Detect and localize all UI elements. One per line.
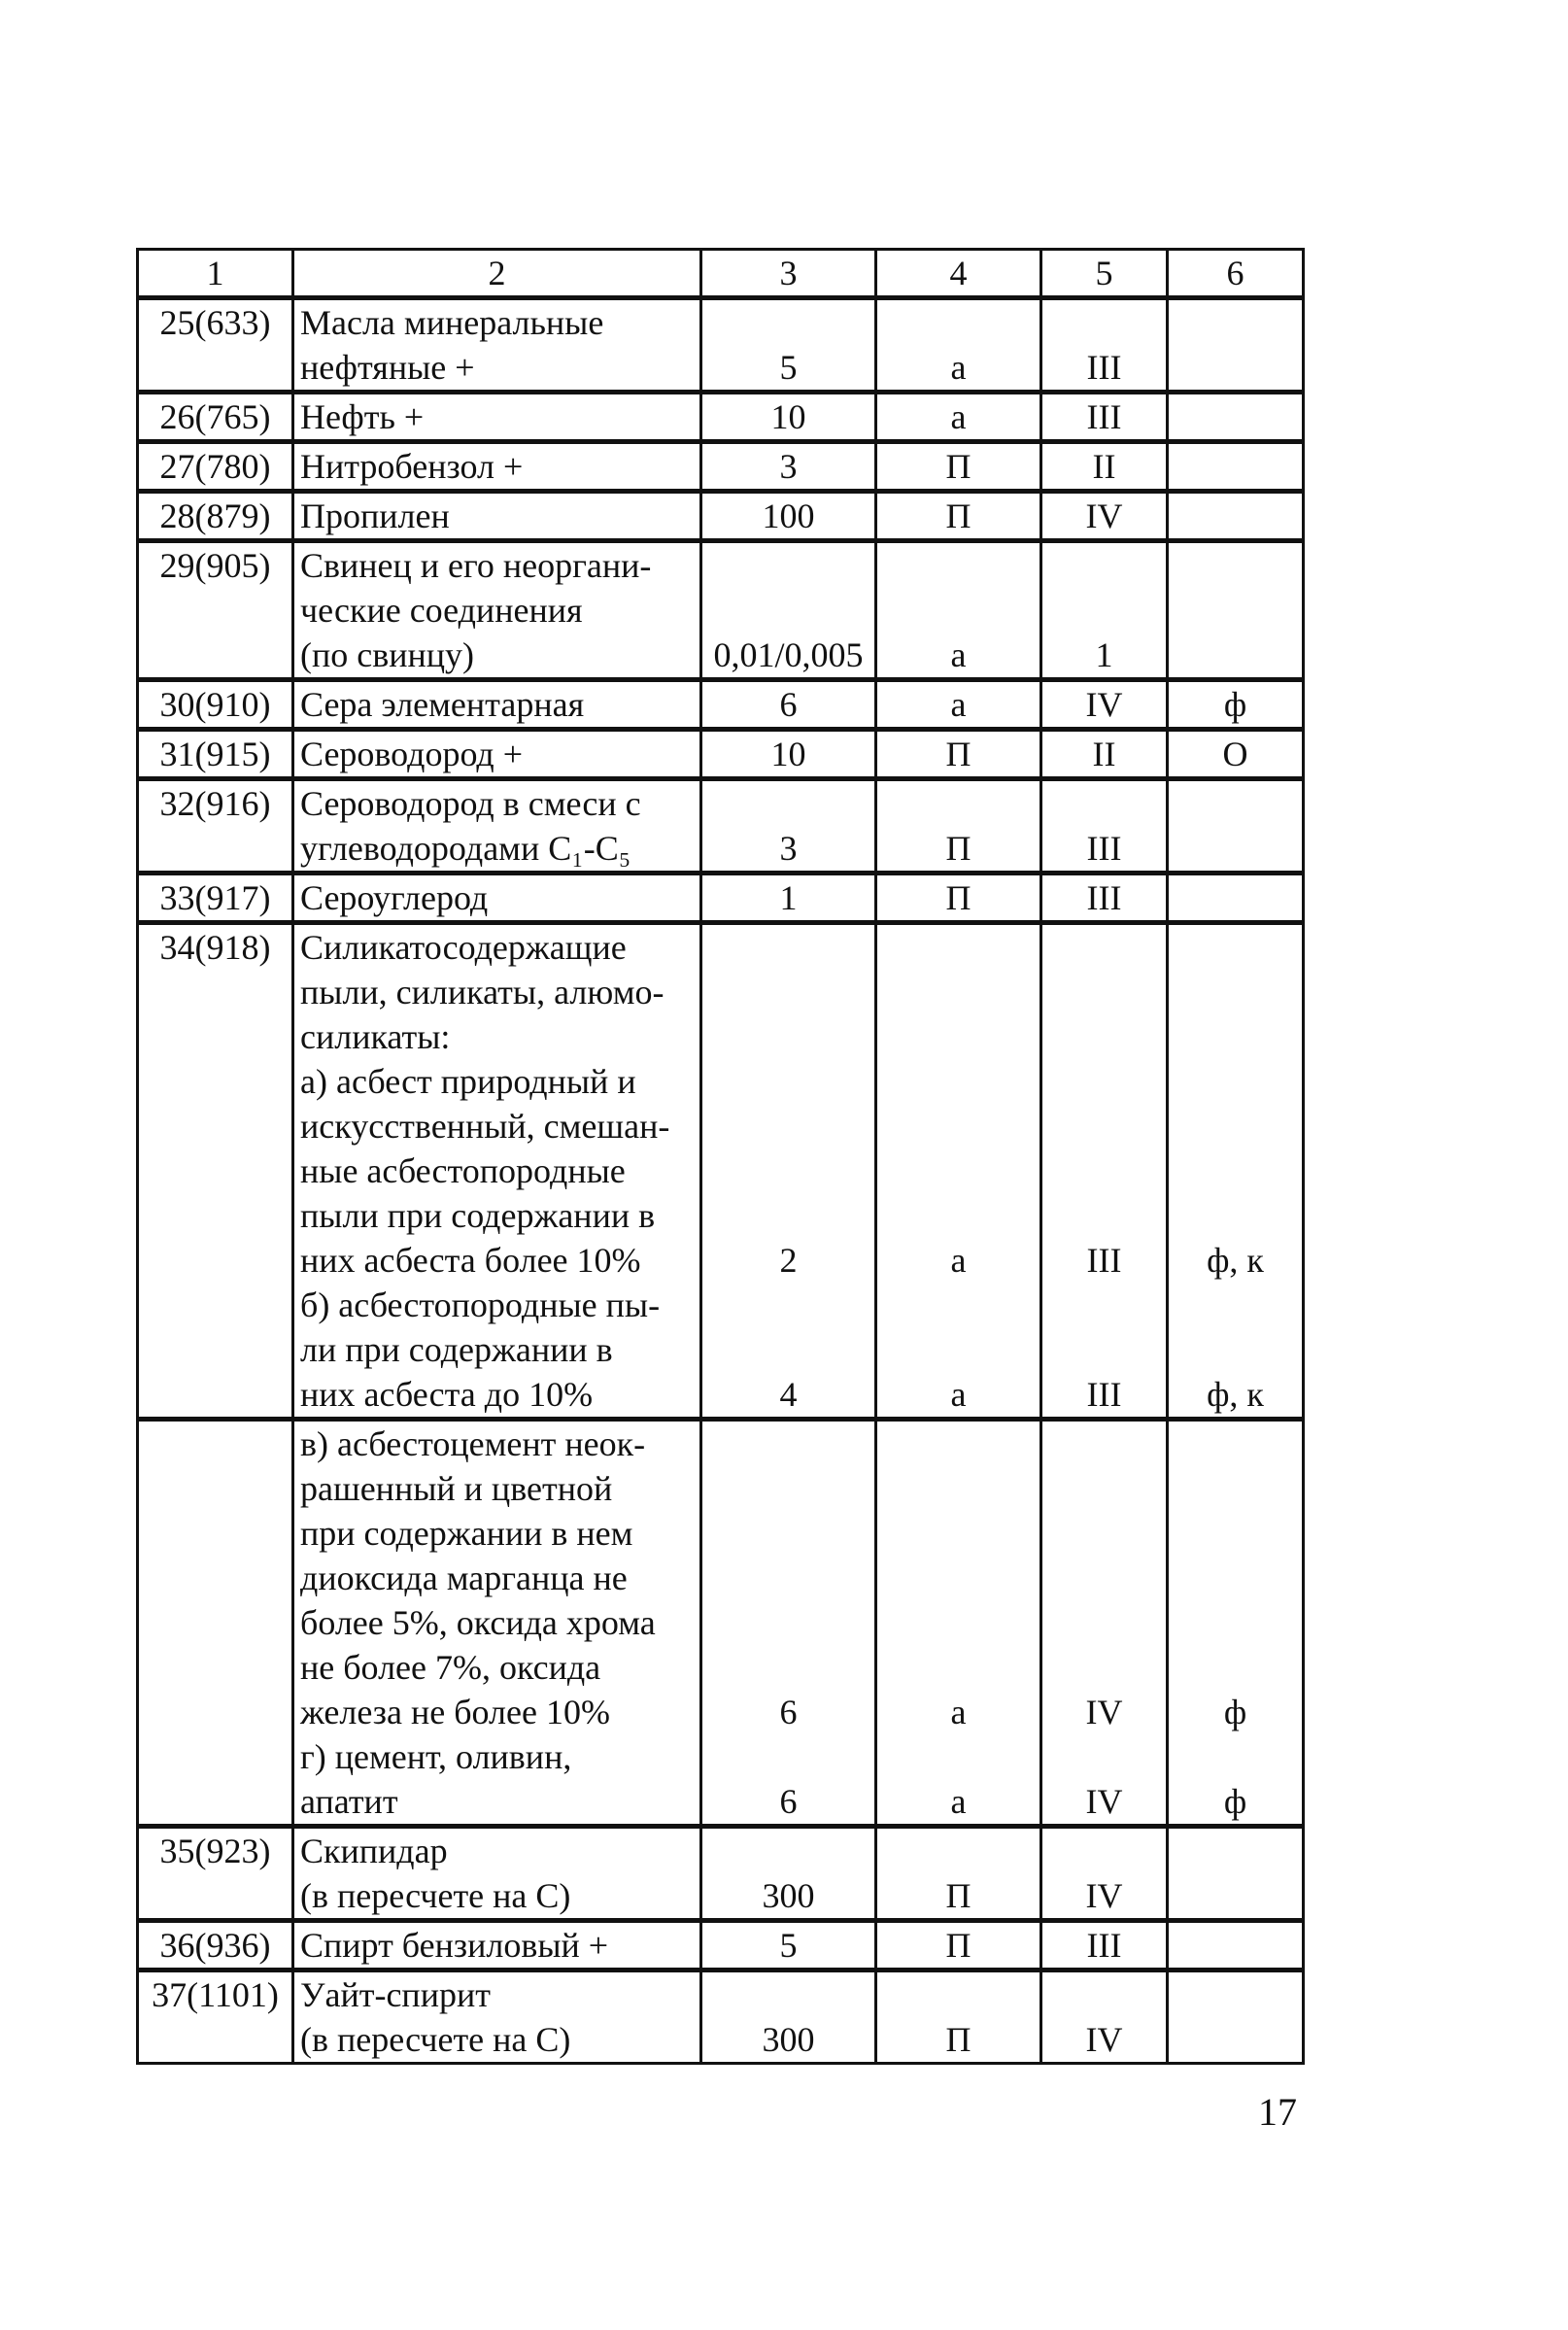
note-cell: [1168, 1921, 1304, 1970]
note-cell: [1168, 874, 1304, 923]
concentration-cell: 5: [701, 298, 876, 393]
note-cell: [1168, 779, 1304, 874]
substance-name-cell: Уайт-спирит (в пересчете на С): [293, 1970, 701, 2064]
substance-name-cell: Сера элементарная: [293, 680, 701, 730]
table-row: [138, 393, 1304, 442]
state-cell: П: [876, 1921, 1041, 1970]
concentration-cell: 3: [701, 779, 876, 874]
row-number-cell: 35(923): [138, 1827, 293, 1921]
substance-name-cell: Скипидар (в пересчете на С): [293, 1827, 701, 1921]
table-row: [138, 1921, 1304, 1970]
substance-name-cell: Нефть +: [293, 393, 701, 442]
table-row: [138, 541, 1304, 680]
state-cell: П: [876, 1827, 1041, 1921]
substance-name-cell: Сероуглерод: [293, 874, 701, 923]
state-cell: а: [876, 680, 1041, 730]
note-cell: [1168, 541, 1304, 680]
hazard-class-cell: III: [1041, 874, 1168, 923]
row-number-cell: 29(905): [138, 541, 293, 680]
concentration-cell: 300: [701, 1827, 876, 1921]
note-cell: [1168, 442, 1304, 492]
hazard-class-cell: III III: [1041, 923, 1168, 1420]
substance-name-cell: Нитробензол +: [293, 442, 701, 492]
concentration-cell: 100: [701, 492, 876, 541]
state-cell: П: [876, 1970, 1041, 2064]
note-cell: [1168, 298, 1304, 393]
hazard-class-cell: III: [1041, 779, 1168, 874]
data-table: [136, 248, 1305, 2065]
table-row: [138, 442, 1304, 492]
hazard-class-cell: IV: [1041, 1827, 1168, 1921]
table-row: [138, 298, 1304, 393]
hazard-class-cell: III: [1041, 1921, 1168, 1970]
table-body: [138, 298, 1304, 2064]
state-cell: П: [876, 874, 1041, 923]
row-number-cell: 36(936): [138, 1921, 293, 1970]
hazard-class-cell: IV: [1041, 1970, 1168, 2064]
table-row: [138, 492, 1304, 541]
note-cell: [1168, 492, 1304, 541]
table-row: [138, 730, 1304, 779]
state-cell: П: [876, 779, 1041, 874]
note-cell: [1168, 1827, 1304, 1921]
header-cell: 5: [1041, 250, 1168, 298]
row-number-cell: 26(765): [138, 393, 293, 442]
substance-name-cell: Свинец и его неоргани- ческие соединения (по свинцу): [293, 541, 701, 680]
hazard-class-cell: 1: [1041, 541, 1168, 680]
header-cell: 4: [876, 250, 1041, 298]
row-number-cell: 33(917): [138, 874, 293, 923]
table-row: [138, 874, 1304, 923]
substance-name-cell: Силикатосодержащие пыли, силикаты, алюмо- силикаты: а) асбест природный и искусственный, смешан- ные асбестопородные пыли при содержании в них асбеста более 10% б) асбестопородные пы- ли при содержании в них асбеста до 10%: [293, 923, 701, 1420]
substance-name-cell: Пропилен: [293, 492, 701, 541]
concentration-cell: 10: [701, 393, 876, 442]
row-number-cell: 25(633): [138, 298, 293, 393]
state-cell: П: [876, 442, 1041, 492]
concentration-cell: 300: [701, 1970, 876, 2064]
hazard-class-cell: IV: [1041, 680, 1168, 730]
note-cell: О: [1168, 730, 1304, 779]
header-cell: 3: [701, 250, 876, 298]
concentration-cell: 1: [701, 874, 876, 923]
state-cell: а а: [876, 923, 1041, 1420]
table-row: [138, 1827, 1304, 1921]
row-number-cell: [138, 1420, 293, 1827]
table-row: [138, 779, 1304, 874]
note-cell: [1168, 1970, 1304, 2064]
row-number-cell: 32(916): [138, 779, 293, 874]
substance-name-cell: в) асбестоцемент неок- рашенный и цветной при содержании в нем диоксида марганца не более 5%, оксида хрома не более 7%, оксида железа не более 10% г) цемент, оливин, апатит: [293, 1420, 701, 1827]
table-row: [138, 1970, 1304, 2064]
concentration-cell: 6: [701, 680, 876, 730]
header-cell: 1: [138, 250, 293, 298]
row-number-cell: 30(910): [138, 680, 293, 730]
hazard-class-cell: III: [1041, 393, 1168, 442]
substance-name-cell: Масла минеральные нефтяные +: [293, 298, 701, 393]
state-cell: а: [876, 541, 1041, 680]
row-number-cell: 37(1101): [138, 1970, 293, 2064]
concentration-cell: 0,01/0,005: [701, 541, 876, 680]
concentration-cell: 10: [701, 730, 876, 779]
hazard-class-cell: IV IV: [1041, 1420, 1168, 1827]
table-row: [138, 1420, 1304, 1827]
header-cell: 6: [1168, 250, 1304, 298]
row-number-cell: 34(918): [138, 923, 293, 1420]
substance-name-cell: Сероводород +: [293, 730, 701, 779]
table-row: [138, 680, 1304, 730]
state-cell: П: [876, 730, 1041, 779]
substance-name-cell: Сероводород в смеси с углеводородами C₁-C₅: [293, 779, 701, 874]
state-cell: П: [876, 492, 1041, 541]
concentration-cell: 2 4: [701, 923, 876, 1420]
concentration-cell: 6 6: [701, 1420, 876, 1827]
state-cell: а: [876, 298, 1041, 393]
concentration-cell: 5: [701, 1921, 876, 1970]
note-cell: ф: [1168, 680, 1304, 730]
header-cell: 2: [293, 250, 701, 298]
page-number: 17: [1258, 2090, 1297, 2134]
header-row: [138, 250, 1304, 298]
hazard-class-cell: IV: [1041, 492, 1168, 541]
concentration-cell: 3: [701, 442, 876, 492]
row-number-cell: 27(780): [138, 442, 293, 492]
substance-name-cell: Спирт бензиловый +: [293, 1921, 701, 1970]
state-cell: а: [876, 393, 1041, 442]
note-cell: [1168, 393, 1304, 442]
table-row: [138, 923, 1304, 1420]
hazard-class-cell: II: [1041, 442, 1168, 492]
hazard-class-cell: II: [1041, 730, 1168, 779]
note-cell: ф ф: [1168, 1420, 1304, 1827]
row-number-cell: 31(915): [138, 730, 293, 779]
note-cell: ф, к ф, к: [1168, 923, 1304, 1420]
state-cell: а а: [876, 1420, 1041, 1827]
row-number-cell: 28(879): [138, 492, 293, 541]
hazard-class-cell: III: [1041, 298, 1168, 393]
